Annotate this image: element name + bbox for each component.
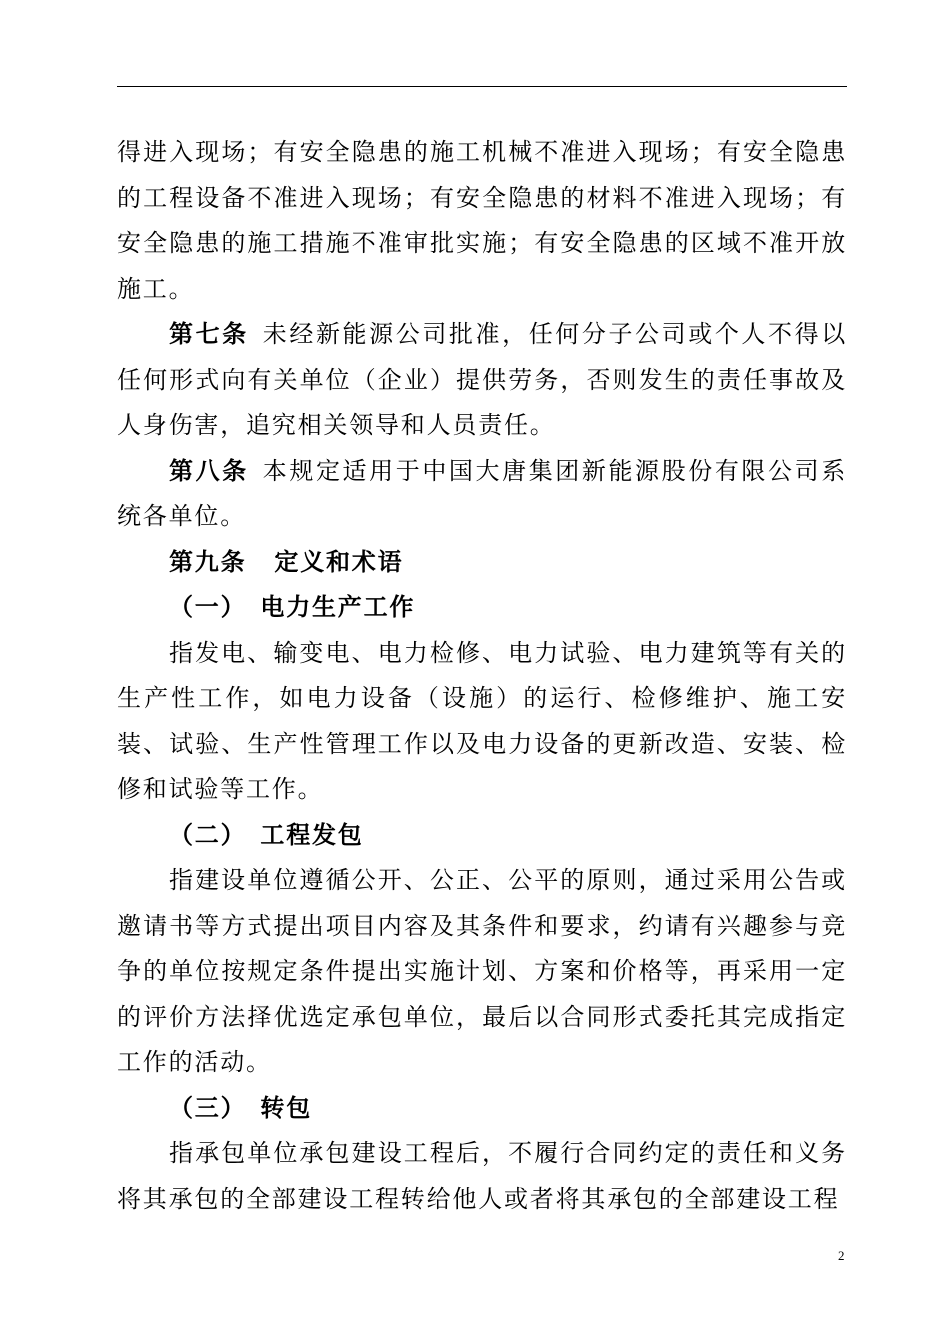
page-number: 2 bbox=[838, 1248, 845, 1263]
subsection-1-number: （一） bbox=[169, 593, 247, 621]
article-8-text: 本规定适用于中国大唐集团新能源股份有限公司系统各单位。 bbox=[117, 456, 847, 530]
subsection-1-title: 电力生产工作 bbox=[260, 593, 416, 621]
subsection-3-number: （三） bbox=[169, 1093, 247, 1122]
article-7 bbox=[117, 312, 847, 449]
article-8 bbox=[117, 449, 847, 540]
article-9-heading bbox=[117, 540, 847, 586]
document-body bbox=[117, 130, 847, 1222]
subsection-2-number: （二） bbox=[169, 820, 247, 849]
article-8-label: 第八条 bbox=[169, 456, 249, 485]
article-9-label: 第九条 bbox=[169, 547, 247, 576]
subsection-1-text: 指发电、输变电、电力检修、电力试验、电力建筑等有关的生产性工作，如电力设备（设施）的运行、检修维护、施工安装、试验、生产性管理工作以及电力设备的更新改造、安装、检修和试验等工作。 bbox=[117, 638, 847, 803]
subsection-1-heading bbox=[117, 585, 847, 631]
paragraph-continuation: 得进入现场；有安全隐患的施工机械不准进入现场；有安全隐患的工程设备不准进入现场；有安全隐患的材料不准进入现场；有安全隐患的施工措施不准审批实施；有安全隐患的区域不准开放施工。 bbox=[117, 138, 847, 303]
article-9-title: 定义和术语 bbox=[274, 547, 404, 576]
subsection-3-text: 指承包单位承包建设工程后，不履行合同约定的责任和义务将其承包的全部建设工程转给他人或者将其承包的全部建设工程 bbox=[117, 1139, 847, 1213]
subsection-2-text: 指建设单位遵循公开、公正、公平的原则，通过采用公告或邀请书等方式提出项目内容及其条件和要求，约请有兴趣参与竞争的单位按规定条件提出实施计划、方案和价格等，再采用一定的评价方法择优选定承包单位，最后以合同形式委托其完成指定工作的活动。 bbox=[117, 866, 847, 1076]
article-7-label: 第七条 bbox=[169, 320, 249, 348]
article-7-text: 未经新能源公司批准，任何分子公司或个人不得以任何形式向有关单位（企业）提供劳务，否则发生的责任事故及人身伤害，追究相关领导和人员责任。 bbox=[117, 320, 847, 439]
header-rule bbox=[117, 86, 847, 87]
subsection-3-title: 转包 bbox=[260, 1093, 313, 1122]
subsection-3-heading bbox=[117, 1086, 847, 1132]
subsection-2-heading bbox=[117, 813, 847, 859]
subsection-2-title: 工程发包 bbox=[260, 820, 364, 849]
